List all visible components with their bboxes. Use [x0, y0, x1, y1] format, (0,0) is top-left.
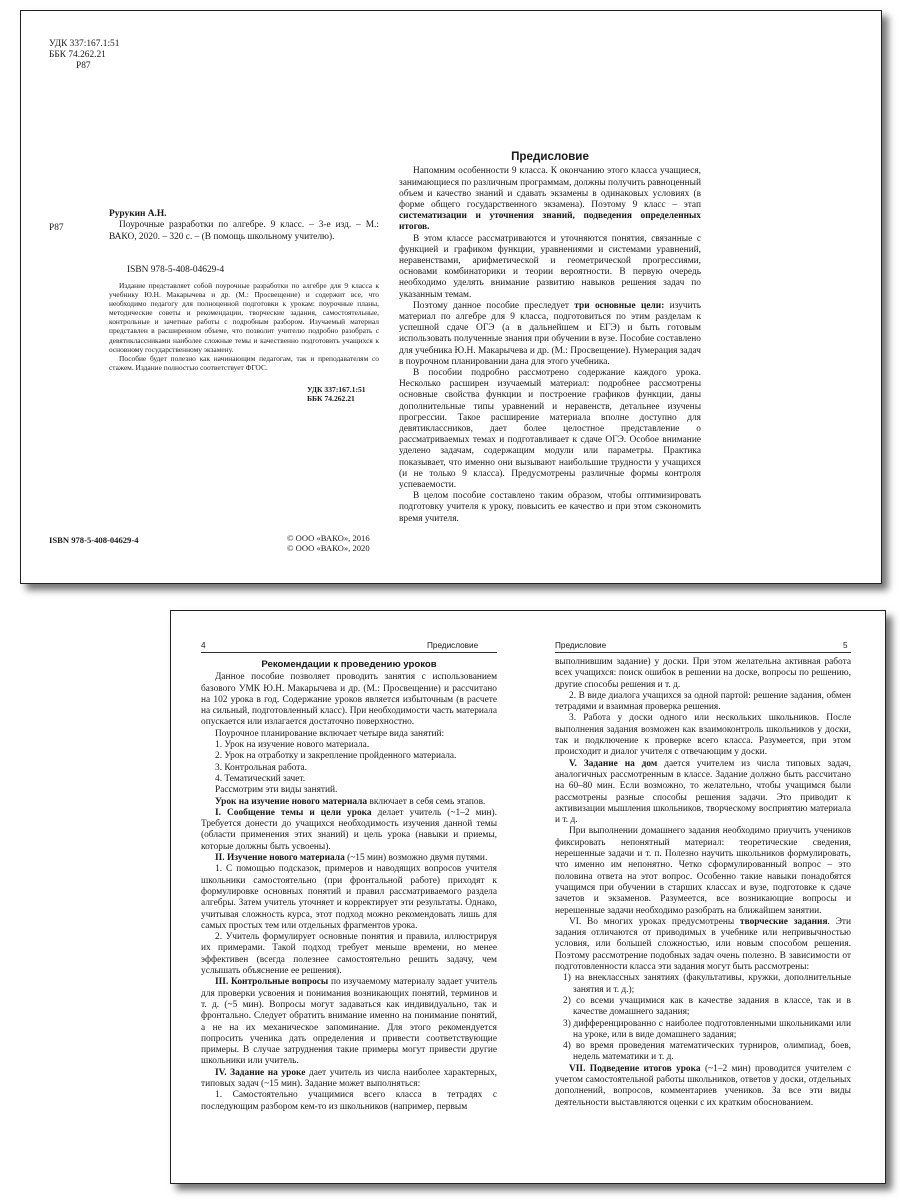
- header-rule: [555, 652, 851, 653]
- paragraph: 3. Работа у доски одного или нескольких школьников. После выполнения задания возможен как взаимоконтроль школьников у доски, так и подключение к проверке всего класса. Разумеется, при этом происходит и диалог учителя с отвечающим у доски.: [555, 713, 851, 758]
- spread-pages-4-5: [170, 610, 886, 1184]
- text: (~15 мин) возможно двумя путями.: [344, 853, 488, 864]
- paragraph: 2. Учитель формулирует основные понятия и правила, иллюстрируя их примерами. Такой подход требует меньше времени, но менее эффективен (всегда полезнее самостоятельно решить задачу, чем услышать объяснение ее решения).: [201, 932, 497, 977]
- bibliographic-entry: [109, 209, 379, 243]
- bbk-code: ББК 74.262.21: [49, 50, 106, 60]
- udk-code-right: УДК 337:167.1:51: [307, 385, 366, 394]
- preface-paragraph: [399, 301, 701, 368]
- paragraph: [555, 917, 851, 973]
- copyright-line: © ООО «ВАКО», 2020: [287, 543, 370, 554]
- list-item: 1) на внеклассных занятиях (факультативы, кружки, дополнительные занятия и т. д.);: [563, 973, 851, 995]
- isbn-bottom: ISBN 978-5-408-04629-4: [49, 535, 139, 545]
- text: по изучаемому материалу задает учитель для проверки усвоения и понимания возникающих понятий, терминов и т. д. (~5 мин). Вопросы могут задаваться как индивидуально, так и фронтально. Следует обратить внимание именно на понимание понятий, а не на их механическое запоминание. Для этого рекомендуется попросить ученика дать определения и привести соответствующие примеры. В случае затруднения такие примеры могут привести другие школьники или учитель.: [201, 977, 497, 1067]
- preface-title: Предисловие: [511, 150, 589, 163]
- author-name: Рурукин А.Н.: [109, 209, 167, 219]
- classification-right: [307, 385, 366, 404]
- list-item: 2) со всеми учащимися как в качестве задания в классе, так и в качестве домашнего задания;: [563, 995, 851, 1018]
- spread-imprint-preface: [20, 10, 882, 584]
- text: VI. Во многих уроках предусмотрены: [569, 916, 740, 927]
- text: Поэтому данное пособие преследует: [413, 300, 575, 311]
- imprint-page: [49, 11, 379, 583]
- list-item: 3) дифференцированно с наиболее подготовленными школьниками или на уроке, или в виде домашнего задания;: [563, 1018, 851, 1040]
- running-header: Предисловие: [555, 641, 607, 650]
- bold-text: I. Сообщение темы и цели урока: [215, 807, 372, 818]
- text: (~1–2 мин) проводится учителем с учетом самостоятельной работы школьников, ответов у доски, отдельных дополнений, вопросов, комментариев учеников. За все эти виды деятельности выставляются оценки с их кратким обоснованием.: [555, 1063, 851, 1108]
- bold-text: Урок на изучение нового материала: [215, 796, 368, 807]
- preface-paragraph: В этом классе рассматриваются и уточняются понятия, связанные с функцией и графиком функции, уравнениями и системами уравнений, неравенствами, арифметической и геометрической прогрессиями, основами комбинаторики и теории вероятности. В первую очередь необходимо уделять внимание развитию навыков решения задач по указанным темам.: [399, 233, 701, 300]
- classification-block: [49, 39, 119, 72]
- page-5-body: [555, 657, 851, 1109]
- paragraph: [201, 1068, 497, 1091]
- bbk-code-right: ББК 74.262.21: [307, 394, 355, 404]
- paragraph: [201, 808, 497, 853]
- running-header: Предисловие: [427, 641, 479, 650]
- udk-code: УДК 337:167.1:51: [49, 39, 120, 49]
- bold-text: творческие задания: [739, 916, 828, 927]
- list-item: 3. Контрольная работа.: [215, 762, 308, 773]
- preface-page: [399, 151, 701, 525]
- paragraph: При выполнении домашнего задания необходимо приучить учеников фиксировать непонятный материал: теоретические сведения, нерешенные задачи и т. п. Полезно научить школьников формулировать, что именно им непонятно. Четко сформулированный вопрос – это половина ответа на этот вопрос. Особенно такие навыки понадобятся учащимся при обучении в старших классах и вузе, подготовке к сдаче зачетов и экзаменов. Разумеется, все возникающие вопросы и нерешенные задачи необходимо разобрать на ближайшем занятии.: [555, 826, 851, 916]
- header-rule: [201, 652, 497, 653]
- copyright-line: © ООО «ВАКО», 2016: [287, 533, 370, 543]
- bold-text: VII. Подведение итогов урока: [569, 1063, 701, 1074]
- page-number: 4: [201, 641, 206, 650]
- bold-text: V. Задание на дом: [569, 758, 658, 769]
- annotation-paragraph: Издание представляет собой поурочные разработки по алгебре для 9 класса к учебнику Ю.Н. Макарычева и др. (М.: Просвещение) и содержит все, что необходимо педагогу для полноценной подготовки к урокам: поурочные планы, методические советы и рекомендации, творческие задания, самостоятельные, контрольные и зачетные работы с подробным разбором. Изучаемый материал представлен в расширенном объеме, что позволит учителю подробно разобрать с девятиклассниками наиболее сложные темы и качественно подготовить учащихся к основному государственному экзамену.: [109, 281, 379, 354]
- isbn-inline: ISBN 978-5-408-04629-4: [127, 265, 225, 275]
- paragraph: 2. В виде диалога учащихся за одной партой: решение задания, обмен тетрадями и взаимная проверка решения.: [555, 690, 851, 713]
- text: дается учителем из числа типовых задач, аналогичных рассмотренным в классе. Задание должно быть рассчитано на 60–80 мин. Если возможно, то желательно, чтобы учащимся были рассмотрены разные способы решения задачи. Это приводит к активизации мышления школьников, творческому восприятию материала и т. д.: [555, 758, 851, 826]
- list-item: 2. Урок на отработку и закрепление пройденного материала.: [215, 751, 457, 762]
- paragraph: [555, 1064, 851, 1109]
- paragraph: выполнившим задание) у доски. При этом желательна активная работа всех учащихся: поиск ошибок в решении на доске, вопросы по решению, другие способы решения и т. д.: [555, 657, 851, 690]
- page-4-body: [201, 657, 497, 1113]
- list-item: 4. Тематический зачет.: [215, 773, 306, 784]
- text: дает учитель из числа наиболее характерных, типовых задач (~15 мин). Задание может выполняться:: [201, 1067, 497, 1089]
- text: изучить материал по алгебре для 9 класса, подготовиться по этим разделам к успешной сдаче ОГЭ (а в дальнейшем и ЕГЭ) и быть готовым использовать полученные знания при обучении в вузе. Пособие составлено для учебника Ю.Н. Макарычева и др. (М.: Просвещение). Нумерация задач в поурочном планировании дана для этого учебника.: [399, 300, 701, 367]
- bold-text: II. Изучение нового материала: [215, 853, 345, 864]
- list-item: 1. Урок на изучение нового материала.: [215, 740, 370, 751]
- preface-paragraph: [399, 166, 701, 233]
- preface-paragraph: В пособии подробно рассмотрено содержание каждого урока. Несколько расширен изучаемый материал: подробнее рассмотрены основные свойства функции и построение графиков функции, даны дополнительные типы уравнений и неравенств, детальнее изучены прогрессии. Такое расширение материала вполне доступно для девятиклассников, дает более целостное представление о рассматриваемых темах и подготавливает к сдаче ОГЭ. Особое внимание уделено задачам, содержащим модули или параметры. Практика показывает, что именно они вызывают наибольшие трудности у учащихся (и не только 9 класса). Предусмотрены различные формы контроля успеваемости.: [399, 367, 701, 490]
- bold-text: IV. Задание на уроке: [215, 1067, 306, 1078]
- paragraph: Поурочное планирование включает четыре вида занятий:: [215, 728, 445, 739]
- text: . Эти задания отличаются от приводимых в учебнике или непривычностью условия, или большей сложностью, или новым способом решения. Поэтому рассмотрение подобных задач очень полезно. В зависимости от подготовленности класса эти задания могут быть рассмотрены:: [555, 916, 851, 973]
- section-title: Рекомендации к проведению уроков: [261, 659, 437, 670]
- annotation: [109, 281, 379, 372]
- preface-paragraph: В целом пособие составлено таким образом, чтобы оптимизировать подготовку учителя к уроку, повысить ее качество и при этом сэкономить время учителя.: [399, 491, 701, 524]
- paragraph: [555, 759, 851, 827]
- text: Напомним особенности 9 класса. К окончанию этого класса учащиеся, занимающиеся по различным программам, должны получить равноценный объем и качество знаний и сдавать экзамены в одинаковых условиях (в форме общего государственного экзамена). Поэтому 9 класс – этап: [399, 166, 701, 210]
- text: включает в себя семь этапов.: [367, 796, 486, 807]
- paragraph: 1. С помощью подсказок, примеров и наводящих вопросов учителя школьники самостоятельно (при фронтальной работе) приходят к формулировке основных понятий и правил рассматриваемого раздела алгебры. Затем учитель уточняет и корректирует эти результаты. Однако, учитывая сложность курса, этот подход можно рекомендовать лишь для самых простых тем или отдельных фрагментов урока.: [201, 864, 497, 931]
- paragraph: [201, 853, 497, 864]
- copyright-block: [287, 533, 370, 554]
- bold-text: систематизации и уточнения знаний, подведения определенных итогов.: [399, 211, 701, 233]
- bold-text: III. Контрольные вопросы: [215, 977, 329, 988]
- author-mark: Р87: [76, 61, 91, 71]
- book-description: Поурочные разработки по алгебре. 9 класс. – 3-е изд. – М.: ВАКО, 2020. – 320 с. – (В помощь школьному учителю).: [109, 220, 379, 242]
- list-item: 4) во время проведения математических турниров, олимпиад, боев, недель математики и т. д.: [563, 1041, 851, 1063]
- annotation-paragraph: Пособие будет полезно как начинающим педагогам, так и преподавателям со стажем. Издание полностью соответствует ФГОС.: [109, 353, 379, 372]
- paragraph: Данное пособие позволяет проводить занятия с использованием базового УМК Ю.Н. Макарычева и др. (М.: Просвещение) и рассчитано на 102 урока в год. Содержание уроков является избыточным (в расчете на сильный, подготовленный класс). При необходимости часть материала опускается или излагается достаточно поверхностно.: [201, 672, 497, 728]
- text: делает учитель (~1–2 мин). Требуется донести до учащихся необходимость изучения данной темы (области применения этих знаний) и цель урока (навыки и приемы, которые должны быть усвоены).: [201, 807, 497, 852]
- paragraph: [201, 977, 497, 1067]
- paragraph: Рассмотрим эти виды занятий.: [215, 785, 338, 796]
- page-number: 5: [843, 641, 848, 650]
- paragraph: 1. Самостоятельно учащимися всего класса в тетрадях с последующим разбором кем-то из школьников (например, первым: [201, 1090, 497, 1112]
- author-mark-side: Р87: [49, 223, 64, 233]
- paragraph: [201, 797, 497, 808]
- bold-text: три основные цели:: [574, 300, 665, 311]
